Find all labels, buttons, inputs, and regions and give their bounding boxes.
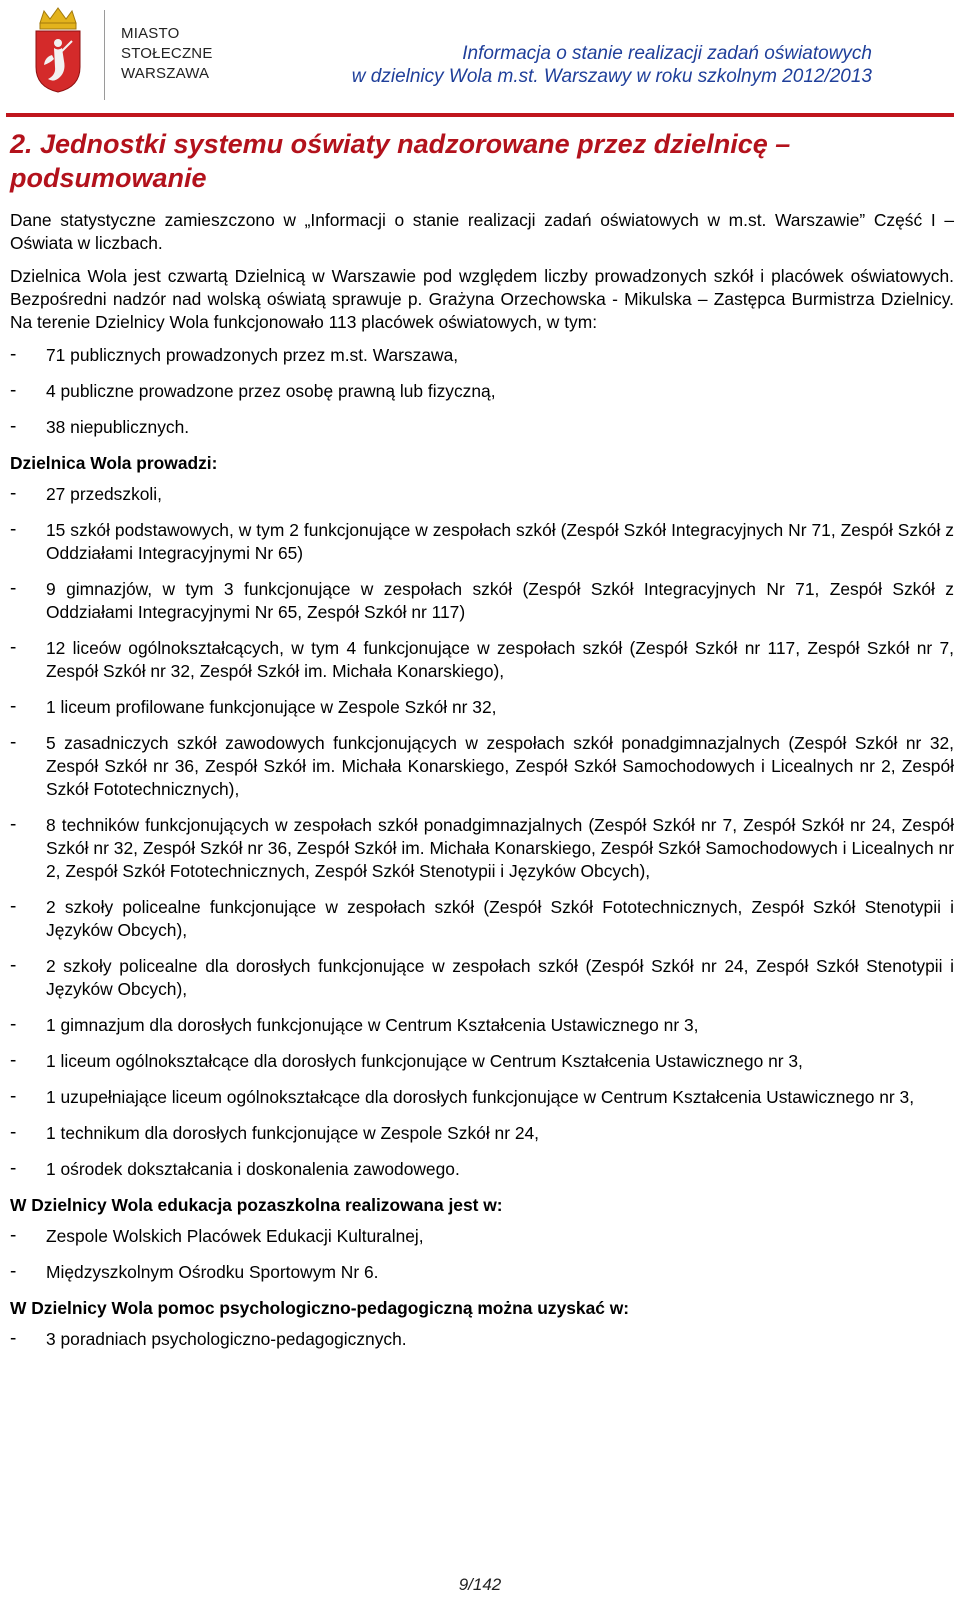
- list-item: - 2 szkoły policealne dla dorosłych funkcjonujące w zespołach szkół (Zespół Szkół nr 24, Zespół Szkół Stenotypii i Języków Obcych),: [10, 955, 954, 1001]
- section-heading: 2. Jednostki systemu oświaty nadzorowane przez dzielnicę – podsumowanie: [10, 129, 791, 193]
- schools-list: [10, 483, 954, 1181]
- logo-wordmark: [121, 24, 221, 84]
- list-item: - 38 niepublicznych.: [10, 416, 954, 439]
- list-item: - 1 liceum profilowane funkcjonujące w Zespole Szkół nr 32,: [10, 696, 954, 719]
- intro-paragraph: Dane statystyczne zamieszczono w „Informacji o stanie realizacji zadań oświatowych w m.st. Warszawie” Część I – Oświata w liczbach.: [10, 210, 954, 253]
- document-title-line2: w dzielnicy Wola m.st. Warszawy w roku szkolnym 2012/2013: [351, 66, 872, 87]
- logo-divider: [104, 10, 105, 100]
- list-item: - 9 gimnazjów, w tym 3 funkcjonujące w zespołach szkół (Zespół Szkół Integracyjnych Nr 71, Zespół Szkół z Oddziałami Integracyjnymi Nr 65, Zespół Szkół nr 117): [10, 578, 954, 624]
- list-item: - 2 szkoły policealne funkcjonujące w zespołach szkół (Zespół Szkół Fototechnicznych, Zespół Szkół Stenotypii i Języków Obcych),: [10, 896, 954, 942]
- body-paragraph: Dzielnica Wola jest czwartą Dzielnicą w Warszawie pod względem liczby prowadzonych szkół i placówek oświatowych. Bezpośredni nadzór nad wolską oświatą sprawuje p. Grażyna Orzechowska - Mikulska – Zastępca Burmistrza Dzielnicy. Na terenie Dzielnicy Wola funkcjonowało 113 placówek oświatowych, w tym:: [10, 266, 954, 332]
- list-item: - 8 techników funkcjonujących w zespołach szkół ponadgimnazjalnych (Zespół Szkół nr 7, Zespół Szkół nr 24, Zespół Szkół nr 32, Zespół Szkół nr 36, Zespół Szkół im. Michała Konarskiego, Zespół Szkół Samochodowych i Licealnych nr 2, Zespół Szkół Fototechnicznych, Zespół Szkół Stenotypii i Języków Obcych),: [10, 814, 954, 883]
- list-item: - 1 technikum dla dorosłych funkcjonujące w Zespole Szkół nr 24,: [10, 1122, 954, 1145]
- list-item: - 3 poradniach psychologiczno-pedagogicznych.: [10, 1328, 954, 1351]
- page-header: [0, 0, 960, 118]
- logo-line: STOŁECZNE: [121, 45, 213, 62]
- list-item: - 1 uzupełniające liceum ogólnokształcące dla dorosłych funkcjonujące w Centrum Kształcenia Ustawicznego nr 3,: [10, 1086, 954, 1109]
- list-item: - Międzyszkolnym Ośrodku Sportowym Nr 6.: [10, 1261, 954, 1284]
- document-title-line1: Informacja o stanie realizacji zadań oświatowych: [462, 43, 872, 64]
- list-item: - 71 publicznych prowadzonych przez m.st. Warszawa,: [10, 344, 954, 367]
- counseling-list: [10, 1328, 954, 1351]
- list-item: - 1 liceum ogólnokształcące dla dorosłych funkcjonujące w Centrum Kształcenia Ustawicznego nr 3,: [10, 1050, 954, 1073]
- list-item: - 5 zasadniczych szkół zawodowych funkcjonujących w zespołach szkół ponadgimnazjalnych (Zespół Szkół nr 32, Zespół Szkół nr 36, Zespół Szkół im. Michała Konarskiego, Zespół Szkół Samochodowych i Licealnych nr 2, Zespół Szkół Fototechnicznych),: [10, 732, 954, 801]
- list-item: - Zespole Wolskich Placówek Edukacji Kulturalnej,: [10, 1225, 954, 1248]
- logo-line: WARSZAWA: [121, 65, 210, 82]
- list-item: - 15 szkół podstawowych, w tym 2 funkcjonujące w zespołach szkół (Zespół Szkół Integracyjnych Nr 71, Zespół Szkół z Oddziałami Integracyjnymi Nr 65): [10, 519, 954, 565]
- page-number: 9/142: [458, 1575, 502, 1594]
- extracurricular-list: [10, 1225, 954, 1284]
- list-item: - 1 gimnazjum dla dorosłych funkcjonujące w Centrum Kształcenia Ustawicznego nr 3,: [10, 1014, 954, 1037]
- header-rule: [6, 113, 954, 117]
- logo-line: MIASTO: [121, 25, 180, 42]
- list-item: - 4 publiczne prowadzone przez osobę prawną lub fizyczną,: [10, 380, 954, 403]
- subheading-prowadzi: Dzielnica Wola prowadzi:: [10, 453, 218, 473]
- list-item: - 1 ośrodek dokształcania i doskonalenia zawodowego.: [10, 1158, 954, 1181]
- subheading-pozaszkolna: W Dzielnicy Wola edukacja pozaszkolna realizowana jest w:: [10, 1195, 503, 1215]
- warsaw-mermaid-crest-icon: [30, 5, 86, 93]
- subheading-pomoc: W Dzielnicy Wola pomoc psychologiczno-pedagogiczną można uzyskać w:: [10, 1298, 630, 1318]
- page-content: [10, 127, 954, 1364]
- facility-counts-list: [10, 344, 954, 439]
- document-title: [352, 42, 872, 88]
- list-item: - 12 liceów ogólnokształcących, w tym 4 funkcjonujące w zespołach szkół (Zespół Szkół nr 117, Zespół Szkół nr 7, Zespół Szkół nr 32, Zespół Szkół im. Michała Konarskiego),: [10, 637, 954, 683]
- list-item: - 27 przedszkoli,: [10, 483, 954, 506]
